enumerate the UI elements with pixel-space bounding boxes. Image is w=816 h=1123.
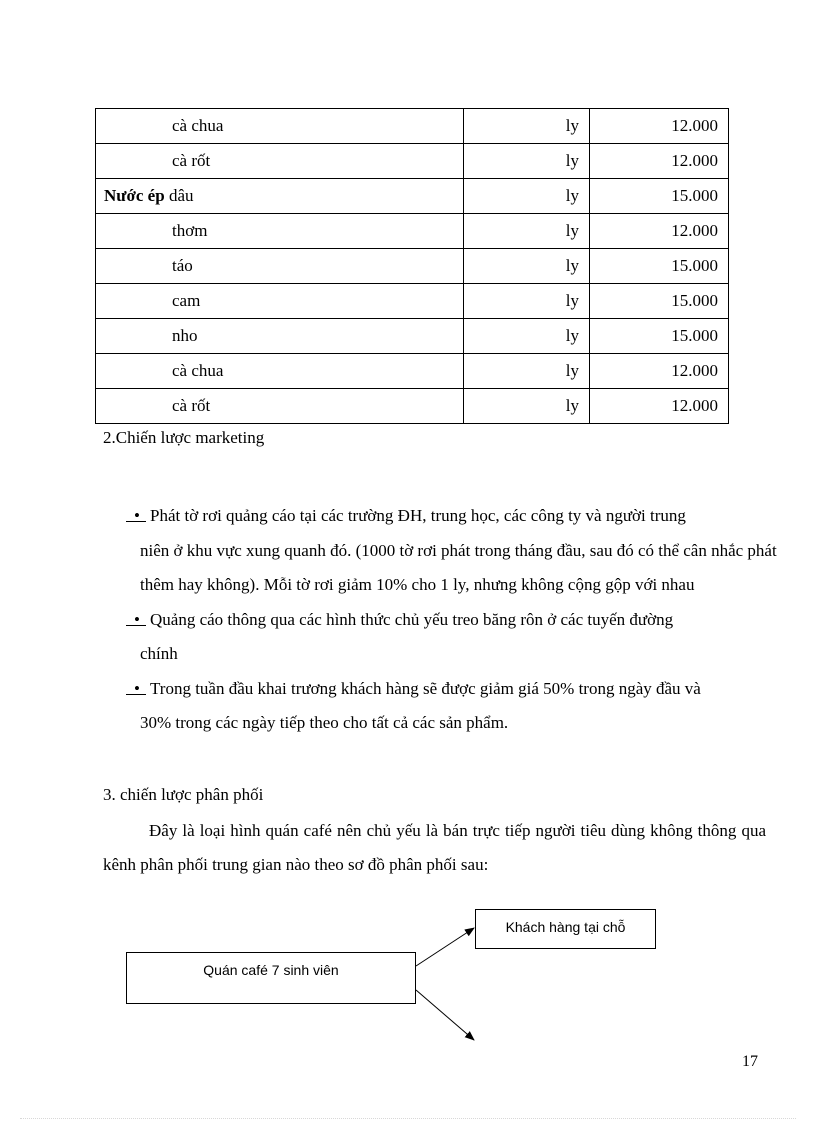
arrow-to-second-channel bbox=[416, 990, 474, 1040]
list-item bbox=[120, 603, 780, 672]
item-unit: ly bbox=[464, 109, 590, 144]
item-unit: ly bbox=[464, 249, 590, 284]
table-row bbox=[96, 249, 729, 284]
item-name: cà rốt bbox=[172, 151, 211, 170]
item-category: Nước ép bbox=[104, 186, 165, 205]
item-name-cell bbox=[96, 179, 464, 214]
table-row bbox=[96, 319, 729, 354]
table-row bbox=[96, 109, 729, 144]
price-table bbox=[95, 108, 729, 424]
list-item bbox=[120, 499, 780, 603]
table-row bbox=[96, 354, 729, 389]
bullet-icon: • bbox=[126, 672, 148, 707]
bullet-icon: • bbox=[126, 499, 148, 534]
item-name: táo bbox=[172, 256, 193, 275]
item-name-cell bbox=[96, 354, 464, 389]
item-name-cell bbox=[96, 144, 464, 179]
table-row bbox=[96, 284, 729, 319]
page-bottom-border bbox=[20, 1118, 796, 1119]
item-name: nho bbox=[172, 326, 198, 345]
item-name: cà rốt bbox=[172, 396, 211, 415]
arrow-to-onsite bbox=[416, 928, 474, 966]
bullet-2-continuation: chính bbox=[140, 644, 178, 663]
item-name: thơm bbox=[172, 221, 208, 240]
item-name-cell bbox=[96, 214, 464, 249]
bullet-1-continuation: niên ở khu vực xung quanh đó. (1000 tờ rơi phát trong tháng đầu, sau đó có thể cân nhắc phát thêm hay không). Mỗi tờ rơi giảm 10% cho 1 ly, nhưng không cộng gộp với nhau bbox=[140, 540, 777, 594]
item-price: 15.000 bbox=[590, 319, 729, 354]
page-number: 17 bbox=[742, 1053, 758, 1070]
item-price: 15.000 bbox=[590, 179, 729, 214]
item-name-cell bbox=[96, 319, 464, 354]
distribution-paragraph: Đây là loại hình quán café nên chủ yếu là bán trực tiếp người tiêu dùng không thông qua kênh phân phối trung gian nào theo sơ đồ phân phối sau: bbox=[103, 821, 766, 874]
bullet-1-first-line: Phát tờ rơi quảng cáo tại các trường ĐH, trung học, các công ty và người trung bbox=[150, 506, 686, 525]
bullet-icon: • bbox=[126, 603, 148, 638]
item-price: 12.000 bbox=[590, 109, 729, 144]
bullet-3-continuation: 30% trong các ngày tiếp theo cho tất cả các sản phẩm. bbox=[140, 713, 509, 732]
item-price: 12.000 bbox=[590, 214, 729, 249]
section-2-title: 2.Chiến lược marketing bbox=[103, 428, 265, 447]
item-unit: ly bbox=[464, 354, 590, 389]
item-name: cà chua bbox=[172, 361, 224, 380]
table-row bbox=[96, 144, 729, 179]
item-name-cell bbox=[96, 284, 464, 319]
item-name-cell bbox=[96, 249, 464, 284]
item-name: dâu bbox=[168, 186, 194, 205]
item-price: 12.000 bbox=[590, 389, 729, 424]
item-name: cà chua bbox=[172, 116, 224, 135]
table-row bbox=[96, 214, 729, 249]
item-price: 15.000 bbox=[590, 284, 729, 319]
item-unit: ly bbox=[464, 179, 590, 214]
item-name: cam bbox=[172, 291, 201, 310]
table-row bbox=[96, 179, 729, 214]
cafe-box: Quán café 7 sinh viên bbox=[126, 952, 416, 1004]
item-name-cell bbox=[96, 109, 464, 144]
section-3-title: 3. chiến lược phân phối bbox=[103, 785, 264, 804]
bullet-2-first-line: Quảng cáo thông qua các hình thức chủ yếu treo băng rôn ở các tuyến đường bbox=[150, 609, 674, 629]
item-unit: ly bbox=[464, 214, 590, 249]
bullet-3-first-line: Trong tuần đầu khai trương khách hàng sẽ được giảm giá 50% trong ngày đầu và bbox=[150, 678, 701, 698]
item-price: 15.000 bbox=[590, 249, 729, 284]
item-price: 12.000 bbox=[590, 354, 729, 389]
item-unit: ly bbox=[464, 284, 590, 319]
item-name-cell bbox=[96, 389, 464, 424]
marketing-bullet-list bbox=[120, 499, 780, 741]
customer-onsite-box: Khách hàng tại chỗ bbox=[475, 909, 656, 949]
table-row bbox=[96, 389, 729, 424]
item-price: 12.000 bbox=[590, 144, 729, 179]
item-unit: ly bbox=[464, 144, 590, 179]
item-unit: ly bbox=[464, 319, 590, 354]
item-unit: ly bbox=[464, 389, 590, 424]
list-item bbox=[120, 672, 780, 741]
